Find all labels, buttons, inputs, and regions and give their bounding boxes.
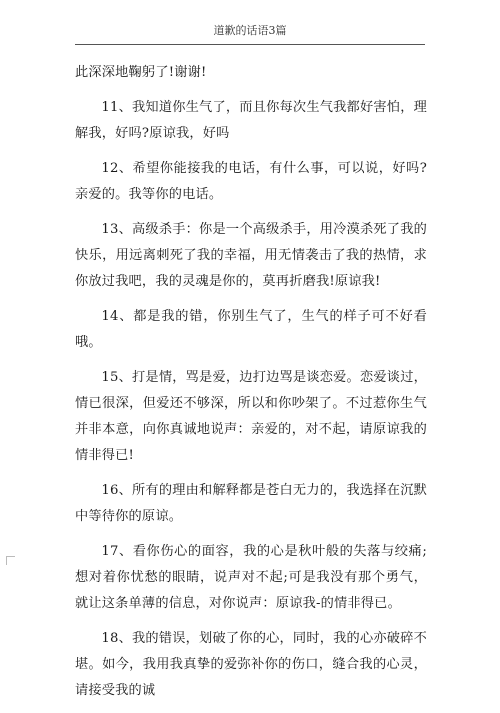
paragraph-18: 18、我的错误，划破了你的心，同时，我的心亦破碎不堪。如今，我用我真挚的爱弥补你的伤口，缝合我的心灵，请接受我的诚 — [75, 630, 427, 699]
paragraph-14: 14、都是我的错，你别生气了，生气的样子可不好看哦。 — [75, 308, 427, 350]
page-header-title: 道歉的话语3篇 — [213, 24, 287, 37]
paragraph-continuation: 此深深地鞠躬了!谢谢! — [75, 65, 207, 80]
paragraph-13: 13、高级杀手：你是一个高级杀手，用冷漠杀死了我的快乐，用远离刺死了我的幸福，用无情袭击了我的热情，求你放过我吧，我的灵魂是你的，莫再折磨我!原谅我! — [75, 221, 427, 289]
paragraph-11: 11、我知道你生气了，而且你每次生气我都好害怕，理解我，好吗?原谅我，好吗 — [75, 99, 427, 141]
paragraph-12: 12、希望你能接我的电话，有什么事，可以说，好吗?亲爱的。我等你的电话。 — [75, 160, 427, 202]
corner-mark — [6, 556, 15, 565]
header-divider — [75, 44, 425, 45]
paragraph-17: 17、看你伤心的面容，我的心是秋叶般的失落与绞痛;想对着你忧愁的眼睛，说声对不起;可是我没有那个勇气，就让这条单薄的信息，对你说声：原谅我-的情非得已。 — [75, 543, 427, 612]
document-body — [75, 60, 427, 713]
paragraph-15: 15、打是情，骂是爱，边打边骂是谈恋爱。恋爱谈过，情已很深，但爱还不够深，所以和你吵架了。不过惹你生气并非本意，向你真诚地说声：亲爱的，对不起，请原谅我的情非得已! — [75, 369, 427, 464]
paragraph-16: 16、所有的理由和解释都是苍白无力的，我选择在沉默中等待你的原谅。 — [75, 482, 427, 525]
